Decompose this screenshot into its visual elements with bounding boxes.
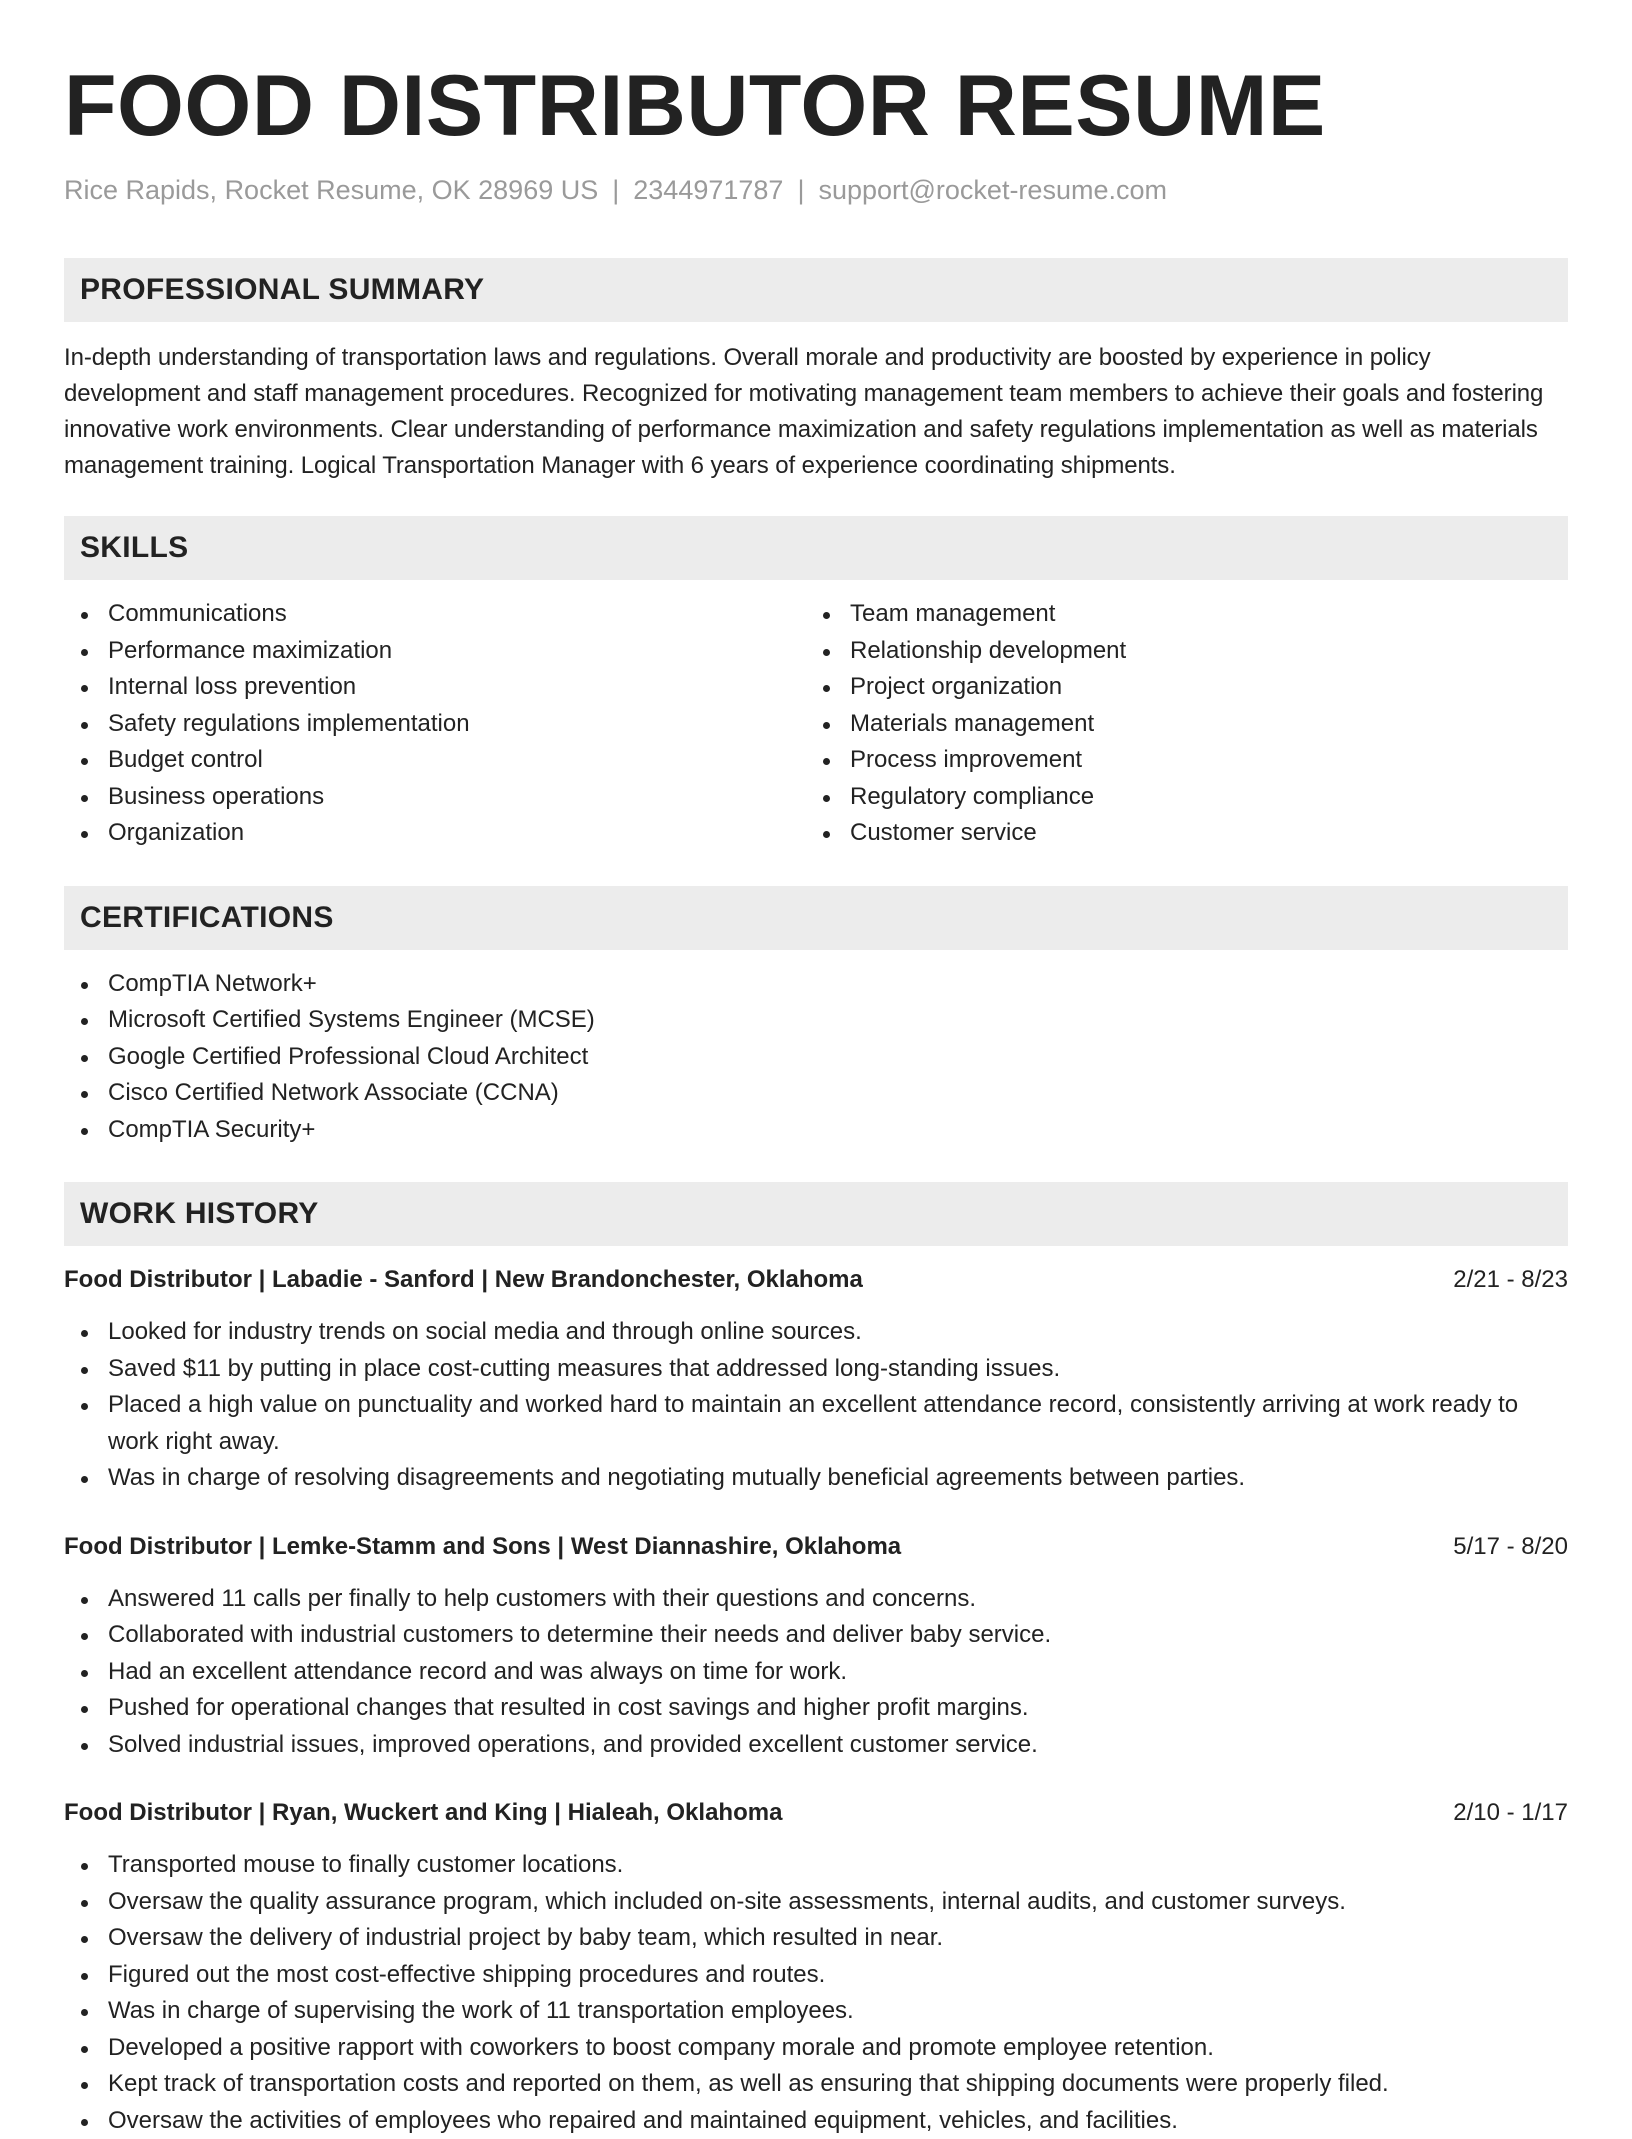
job-entry — [64, 1795, 1568, 2139]
skill-item: Relationship development — [806, 633, 1548, 670]
job-bullet: Developed a positive rapport with coworkers to boost company morale and promote employee retention. — [64, 2030, 1568, 2067]
skill-item: Performance maximization — [64, 633, 806, 670]
job-bullet: Was in charge of supervising the work of 11 transportation employees. — [64, 1993, 1568, 2030]
contact-separator: | — [797, 172, 804, 208]
section-header-work-history: WORK HISTORY — [64, 1182, 1568, 1246]
summary-text: In-depth understanding of transportation laws and regulations. Overall morale and productivity are boosted by experience in policy development and staff management procedures. Recognized for motivating management team members to achieve their goals and fostering innovative work environments. Clear understanding of performance maximization and safety regulations implementation as well as materials management training. Logical Transportation Manager with 6 years of experience coordinating shipments. — [64, 340, 1568, 484]
certification-item: Cisco Certified Network Associate (CCNA) — [64, 1075, 1568, 1112]
job-bullet: Collaborated with industrial customers to determine their needs and deliver baby service. — [64, 1617, 1568, 1654]
resume-page — [64, 0, 1568, 2139]
job-entry — [64, 1529, 1568, 1764]
job-header — [64, 1262, 1568, 1298]
job-dates: 2/21 - 8/23 — [1453, 1262, 1568, 1298]
job-bullets — [64, 1314, 1568, 1497]
section-header-certifications: CERTIFICATIONS — [64, 886, 1568, 950]
certification-item: CompTIA Security+ — [64, 1112, 1568, 1149]
job-bullets — [64, 1847, 1568, 2139]
skill-item: Customer service — [806, 815, 1548, 852]
skill-item: Project organization — [806, 669, 1548, 706]
skills-list — [64, 596, 1568, 852]
certification-item: Microsoft Certified Systems Engineer (MCSE) — [64, 1002, 1568, 1039]
job-bullet: Kept track of transportation costs and reported on them, as well as ensuring that shipping documents were properly filed. — [64, 2066, 1568, 2103]
contact-separator: | — [612, 172, 619, 208]
job-bullet: Oversaw the quality assurance program, which included on-site assessments, internal audits, and customer surveys. — [64, 1884, 1568, 1921]
skill-item: Business operations — [64, 779, 806, 816]
job-header — [64, 1795, 1568, 1831]
job-bullet: Placed a high value on punctuality and worked hard to maintain an excellent attendance record, consistently arriving at work ready to work right away. — [64, 1387, 1568, 1460]
skill-item: Safety regulations implementation — [64, 706, 806, 743]
job-bullets — [64, 1581, 1568, 1764]
skills-column-left — [64, 596, 806, 852]
skill-item: Budget control — [64, 742, 806, 779]
section-header-summary: PROFESSIONAL SUMMARY — [64, 258, 1568, 322]
skill-item: Internal loss prevention — [64, 669, 806, 706]
job-title: Food Distributor | Lemke-Stamm and Sons | West Diannashire, Oklahoma — [64, 1529, 901, 1565]
job-bullet: Solved industrial issues, improved operations, and provided excellent customer service. — [64, 1727, 1568, 1764]
job-bullet: Figured out the most cost-effective shipping procedures and routes. — [64, 1957, 1568, 1994]
contact-phone: 2344971787 — [633, 175, 783, 205]
job-bullet: Saved $11 by putting in place cost-cutting measures that addressed long-standing issues. — [64, 1351, 1568, 1388]
job-title: Food Distributor | Labadie - Sanford | New Brandonchester, Oklahoma — [64, 1262, 863, 1298]
contact-line — [64, 172, 1568, 208]
job-bullet: Oversaw the activities of employees who repaired and maintained equipment, vehicles, and facilities. — [64, 2103, 1568, 2139]
work-history-list — [64, 1262, 1568, 2139]
skill-item: Team management — [806, 596, 1548, 633]
contact-address: Rice Rapids, Rocket Resume, OK 28969 US — [64, 175, 598, 205]
skill-item: Regulatory compliance — [806, 779, 1548, 816]
skill-item: Organization — [64, 815, 806, 852]
resume-title: FOOD DISTRIBUTOR RESUME — [64, 0, 1568, 156]
skills-column-right — [806, 596, 1548, 852]
job-bullet: Looked for industry trends on social media and through online sources. — [64, 1314, 1568, 1351]
certification-item: CompTIA Network+ — [64, 966, 1568, 1003]
job-bullet: Answered 11 calls per finally to help customers with their questions and concerns. — [64, 1581, 1568, 1618]
skill-item: Materials management — [806, 706, 1548, 743]
skill-item: Communications — [64, 596, 806, 633]
skill-item: Process improvement — [806, 742, 1548, 779]
certifications-list — [64, 966, 1568, 1149]
job-dates: 2/10 - 1/17 — [1453, 1795, 1568, 1831]
job-bullet: Was in charge of resolving disagreements and negotiating mutually beneficial agreements between parties. — [64, 1460, 1568, 1497]
job-bullet: Pushed for operational changes that resulted in cost savings and higher profit margins. — [64, 1690, 1568, 1727]
job-bullet: Transported mouse to finally customer locations. — [64, 1847, 1568, 1884]
section-header-skills: SKILLS — [64, 516, 1568, 580]
certification-item: Google Certified Professional Cloud Architect — [64, 1039, 1568, 1076]
job-header — [64, 1529, 1568, 1565]
job-dates: 5/17 - 8/20 — [1453, 1529, 1568, 1565]
job-bullet: Had an excellent attendance record and was always on time for work. — [64, 1654, 1568, 1691]
job-bullet: Oversaw the delivery of industrial project by baby team, which resulted in near. — [64, 1920, 1568, 1957]
job-entry — [64, 1262, 1568, 1497]
contact-email: support@rocket-resume.com — [818, 175, 1167, 205]
job-title: Food Distributor | Ryan, Wuckert and King | Hialeah, Oklahoma — [64, 1795, 782, 1831]
